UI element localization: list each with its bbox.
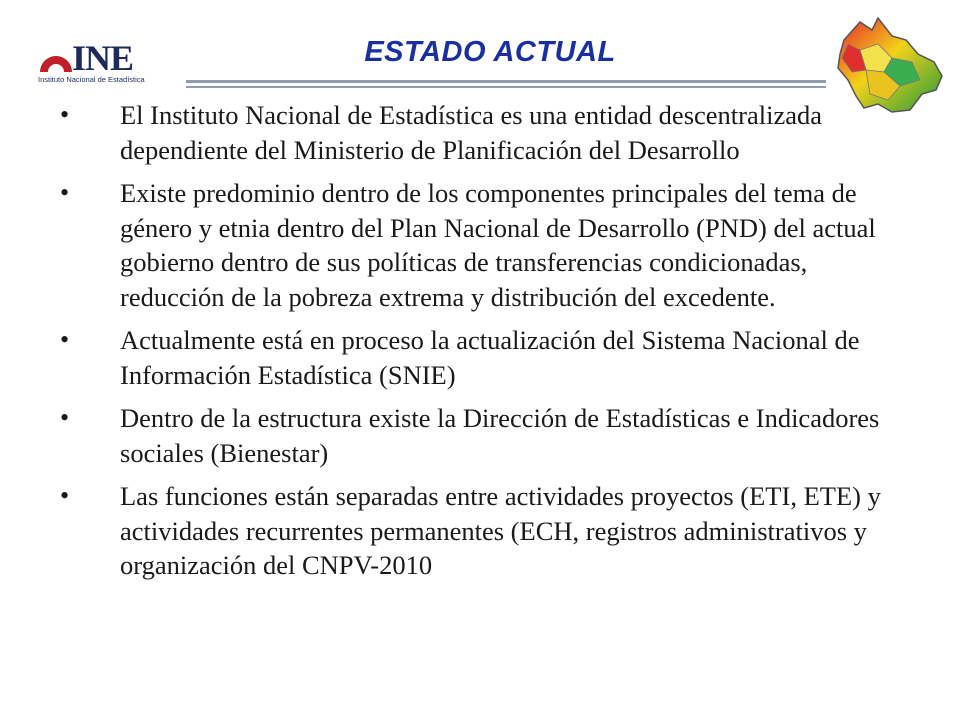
- bullet-text: Existe predominio dentro de los componentes principales del tema de género y etnia dentro del Plan Nacional de Desarrollo (PND) del actual gobierno dentro de sus políticas de transferencias condicionadas, reducción de la pobreza extrema y distribución del excedente.: [120, 178, 876, 312]
- logo-wordmark: INE: [72, 38, 134, 78]
- bullet-text: Actualmente está en proceso la actualización del Sistema Nacional de Información Estadística (SNIE): [120, 325, 860, 390]
- bullet-list: [60, 98, 900, 592]
- ine-logo-icon: [36, 38, 76, 78]
- ine-logo: [36, 38, 166, 86]
- bullet-symbol: •: [60, 481, 70, 510]
- title-rule-top: [186, 80, 826, 83]
- list-item: [60, 98, 900, 167]
- bullet-text: Las funciones están separadas entre actividades proyectos (ETI, ETE) y actividades recurrentes permanentes (ECH, registros administrativos y organización del CNPV-2010: [120, 481, 881, 580]
- list-item: [60, 323, 900, 392]
- bullet-symbol: •: [60, 178, 70, 207]
- title-rule-bottom: [186, 86, 826, 88]
- list-item: [60, 176, 900, 314]
- list-item: [60, 479, 900, 583]
- bullet-symbol: •: [60, 325, 70, 354]
- bullet-symbol: •: [60, 100, 70, 129]
- bullet-symbol: •: [60, 403, 70, 432]
- list-item: [60, 401, 900, 470]
- logo-subtitle: Instituto Nacional de Estadística: [38, 75, 145, 84]
- page-title: ESTADO ACTUAL: [364, 36, 616, 68]
- bullet-text: Dentro de la estructura existe la Dirección de Estadísticas e Indicadores sociales (Bienestar): [120, 403, 880, 468]
- bullet-text: El Instituto Nacional de Estadística es una entidad descentralizada dependiente del Ministerio de Planificación del Desarrollo: [120, 100, 822, 165]
